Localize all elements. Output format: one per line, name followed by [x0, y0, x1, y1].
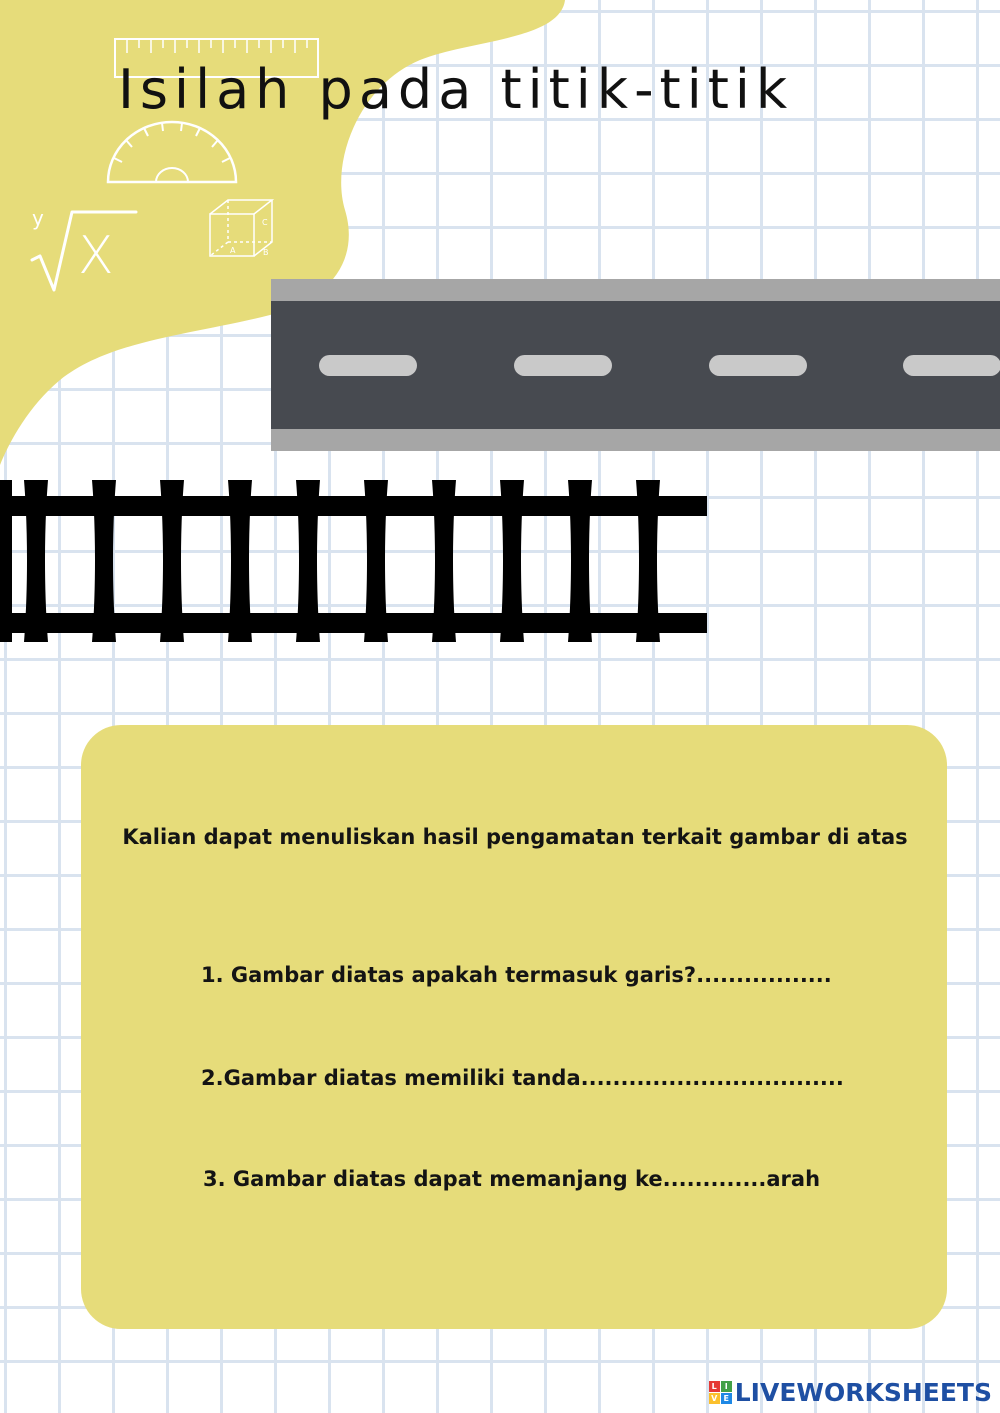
root-radicand-x: X: [78, 226, 114, 286]
logo-letter-l: L: [709, 1381, 720, 1392]
logo-letter-v: V: [709, 1393, 720, 1404]
page-title: Isilah pada titik-titik: [118, 58, 794, 121]
cube-label-c: C: [262, 218, 268, 227]
cube-label-b: B: [263, 248, 269, 257]
railway-track-illustration: [0, 470, 710, 652]
logo-letter-i: I: [721, 1381, 732, 1392]
cube-label-a: A: [230, 246, 236, 255]
cube-icon: [206, 196, 276, 262]
protractor-icon: [104, 118, 240, 188]
question-card: [81, 725, 947, 1329]
question-2: 2.Gambar diatas memiliki tanda.................................: [201, 1066, 844, 1090]
question-3: 3. Gambar diatas dapat memanjang ke.............arah: [203, 1167, 821, 1191]
logo-letter-e: E: [721, 1393, 732, 1404]
liveworksheets-watermark: [709, 1378, 992, 1407]
road-illustration: [271, 279, 1000, 451]
watermark-text: LIVEWORKSHEETS: [734, 1378, 992, 1407]
instruction-text: Kalian dapat menuliskan hasil pengamatan terkait gambar di atas: [122, 825, 908, 849]
root-index-y: y: [32, 206, 44, 230]
liveworksheets-logo-icon: [709, 1381, 732, 1404]
square-root-icon: [28, 204, 140, 296]
question-1: 1. Gambar diatas apakah termasuk garis?.................: [201, 963, 832, 987]
